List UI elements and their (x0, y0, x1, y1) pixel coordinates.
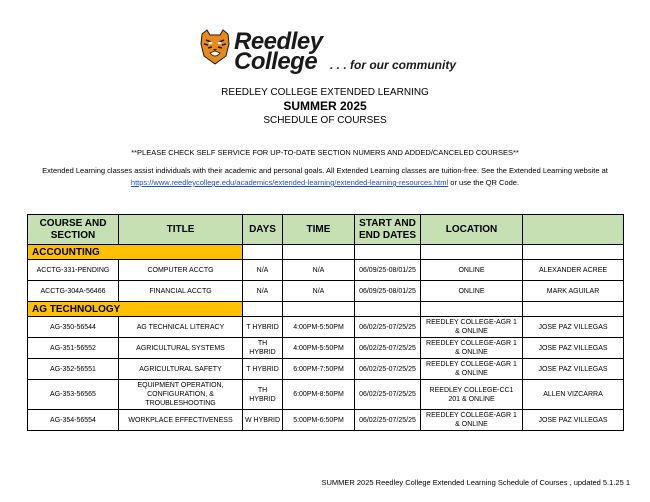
course-dates: 06/09/25-08/01/25 (355, 260, 421, 281)
table-row (28, 359, 624, 380)
title-schedule: SCHEDULE OF COURSES (263, 115, 387, 126)
section-row-accounting (28, 245, 624, 260)
course-time: 4:00PM-5:50PM (283, 338, 355, 359)
course-days: T HYBRID (243, 317, 283, 338)
course-time: N/A (283, 260, 355, 281)
college-logo[interactable] (198, 28, 458, 76)
table-row (28, 380, 624, 410)
extended-learning-link[interactable]: https://www.reedleycollege.edu/academics/extended-learning/extended-learning-resources.html (130, 178, 449, 187)
course-days: W HYBRID (243, 410, 283, 431)
course-time: 4:00PM-5:50PM (283, 317, 355, 338)
course-instructor: JOSE PAZ VILLEGAS (523, 410, 624, 431)
course-location: REEDLEY COLLEGE-AGR 1 & ONLINE (421, 359, 523, 380)
course-title: COMPUTER ACCTG (119, 260, 243, 281)
course-section: AG-353-56565 (28, 380, 119, 410)
table-row (28, 281, 624, 302)
column-header-course: COURSE AND SECTION (28, 215, 119, 245)
course-days: TH HYBRID (243, 338, 283, 359)
course-title: AGRICULTURAL SYSTEMS (119, 338, 243, 359)
description-text: Extended Learning classes assist individuals with their academic and personal goals. All Extended Learning classes are tuition-free. See the Extended Learning website at (42, 166, 608, 175)
course-section: ACCTG-304A-56466 (28, 281, 119, 302)
course-days: T HYBRID (243, 359, 283, 380)
page-footer: SUMMER 2025 Reedley College Extended Learning Schedule of Courses , updated 5.1.25 1 (321, 478, 630, 487)
course-location: REEDLEY COLLEGE-AGR 1 & ONLINE (421, 317, 523, 338)
course-location: ONLINE (421, 281, 523, 302)
course-dates: 06/02/25-07/25/25 (355, 338, 421, 359)
course-location: REEDLEY COLLEGE-AGR 1 & ONLINE (421, 410, 523, 431)
column-header-instructor (523, 215, 624, 245)
course-title: AGRICULTURAL SAFETY (119, 359, 243, 380)
table-row (28, 410, 624, 431)
course-instructor: JOSE PAZ VILLEGAS (523, 338, 624, 359)
course-schedule-table (27, 214, 624, 431)
course-time: N/A (283, 281, 355, 302)
course-instructor: JOSE PAZ VILLEGAS (523, 317, 624, 338)
course-instructor: ALLEN VIZCARRA (523, 380, 624, 410)
notice-banner: **PLEASE CHECK SELF SERVICE FOR UP-TO-DATE SECTION NUMERS AND ADDED/CANCELED COURSES** (131, 148, 519, 157)
course-dates: 06/02/25-07/25/25 (355, 359, 421, 380)
course-days: TH HYBRID (243, 380, 283, 410)
column-header-time: TIME (283, 215, 355, 245)
course-dates: 06/02/25-07/25/25 (355, 410, 421, 431)
course-time: 6:00PM-7:50PM (283, 359, 355, 380)
course-location: REEDLEY COLLEGE-AGR 1 & ONLINE (421, 338, 523, 359)
course-days: N/A (243, 281, 283, 302)
course-section: AG-351-56552 (28, 338, 119, 359)
tagline: . . . for our community (330, 58, 457, 72)
course-instructor: ALEXANDER ACREE (523, 260, 624, 281)
course-section: AG-352-56551 (28, 359, 119, 380)
brand-name-line1: Reedley (234, 28, 323, 55)
course-section: ACCTG-331-PENDING (28, 260, 119, 281)
title-term: SUMMER 2025 (283, 99, 367, 113)
course-location: ONLINE (421, 260, 523, 281)
column-header-days: DAYS (243, 215, 283, 245)
course-time: 5:00PM-6:50PM (283, 410, 355, 431)
section-label: AG TECHNOLOGY (28, 302, 243, 317)
table-row (28, 260, 624, 281)
course-title: EQUIPMENT OPERATION, CONFIGURATION, & TROUBLESHOOTING (119, 380, 243, 410)
column-header-title: TITLE (119, 215, 243, 245)
tiger-mascot-icon (198, 28, 232, 66)
course-title: WORKPLACE EFFECTIVENESS (119, 410, 243, 431)
course-instructor: MARK AGUILAR (523, 281, 624, 302)
course-days: N/A (243, 260, 283, 281)
table-row (28, 317, 624, 338)
header (0, 0, 650, 80)
course-instructor: JOSE PAZ VILLEGAS (523, 359, 624, 380)
course-section: AG-350-56544 (28, 317, 119, 338)
description-text-end: or use the QR Code. (448, 178, 520, 187)
section-row-ag-technology (28, 302, 624, 317)
course-location: REEDLEY COLLEGE-CC1 201 & ONLINE (421, 380, 523, 410)
column-header-dates: START AND END DATES (355, 215, 421, 245)
description (20, 165, 630, 189)
document-titles (0, 86, 650, 127)
table-row (28, 338, 624, 359)
course-dates: 06/02/25-07/25/25 (355, 317, 421, 338)
course-dates: 06/02/25-07/25/25 (355, 380, 421, 410)
course-time: 6:00PM-8:50PM (283, 380, 355, 410)
section-label: ACCOUNTING (28, 245, 243, 260)
course-dates: 06/09/25-08/01/25 (355, 281, 421, 302)
title-org: REEDLEY COLLEGE EXTENDED LEARNING (221, 87, 429, 98)
column-header-location: LOCATION (421, 215, 523, 245)
course-section: AG-354-56554 (28, 410, 119, 431)
table-header-row (28, 215, 624, 245)
brand-name-line2: College (234, 48, 318, 75)
course-title: AG TECHNICAL LITERACY (119, 317, 243, 338)
course-title: FINANCIAL ACCTG (119, 281, 243, 302)
